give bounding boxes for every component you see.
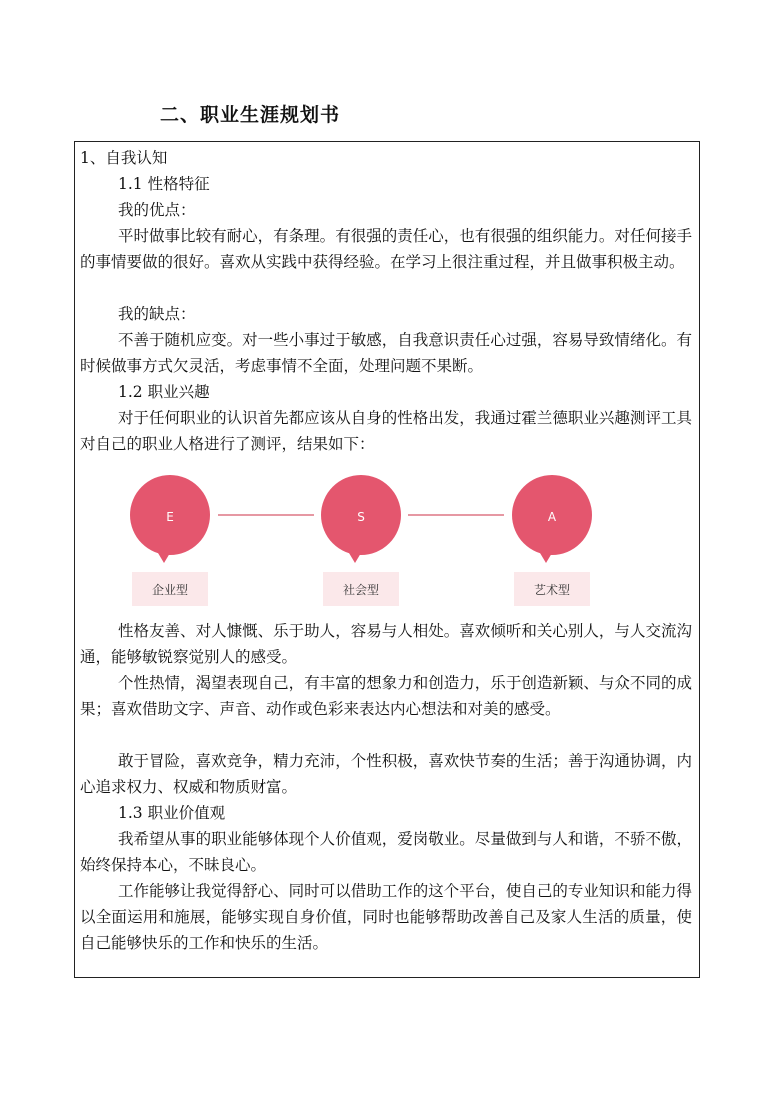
- holland-code-diagram: [118, 470, 638, 610]
- subheading-personality: 1.1 性格特征: [118, 175, 210, 193]
- page-title: 二、职业生涯规划书: [160, 104, 341, 126]
- section-heading-self-awareness: 1、自我认知: [80, 149, 168, 167]
- type-letter: A: [547, 510, 557, 524]
- subheading-values: 1.3 职业价值观: [118, 804, 226, 822]
- type-node-social: [321, 475, 401, 606]
- interest-intro-paragraph: 对于任何职业的认识首先都应该从自身的性格出发，我通过霍兰德职业兴趣测评工具对自己的职业人格进行了测评，结果如下：: [80, 409, 692, 453]
- cons-paragraph: 不善于随机应变。对一些小事过于敏感，自我意识责任心过强，容易导致情绪化。有时候做事方式欠灵活，考虑事情不全面，处理问题不果断。: [80, 331, 692, 375]
- pros-label: 我的优点：: [118, 201, 196, 219]
- values-paragraph-1: 我希望从事的职业能够体现个人价值观，爱岗敬业。尽量做到与人和谐，不骄不傲，始终保持本心，不昧良心。: [80, 830, 692, 874]
- type-label: 社会型: [342, 583, 380, 597]
- interest-paragraph-social: 性格友善、对人慷慨、乐于助人，容易与人相处。喜欢倾听和关心别人，与人交流沟通，能够敏锐察觉别人的感受。: [80, 622, 692, 666]
- type-letter: S: [357, 510, 365, 524]
- type-label: 企业型: [151, 583, 189, 597]
- values-paragraph-2: 工作能够让我觉得舒心、同时可以借助工作的这个平台，使自己的专业知识和能力得以全面运用和施展，能够实现自身价值，同时也能够帮助改善自己及家人生活的质量，使自己能够快乐的工作和快乐的生活。: [80, 882, 692, 952]
- type-label: 艺术型: [533, 583, 571, 597]
- subheading-interest: 1.2 职业兴趣: [118, 383, 210, 401]
- interest-paragraph-artistic: 个性热情，渴望表现自己，有丰富的想象力和创造力，乐于创造新颖、与众不同的成果；喜欢借助文字、声音、动作或色彩来表达内心想法和对美的感受。: [80, 674, 692, 718]
- pros-paragraph: 平时做事比较有耐心，有条理。有很强的责任心，也有很强的组织能力。对任何接手的事情要做的很好。喜欢从实践中获得经验。在学习上很注重过程，并且做事积极主动。: [80, 227, 692, 271]
- type-node-enterprising: [130, 475, 210, 606]
- cons-label: 我的缺点：: [118, 305, 196, 323]
- interest-paragraph-enterprising: 敢于冒险，喜欢竞争，精力充沛，个性积极，喜欢快节奏的生活；善于沟通协调，内心追求权力、权威和物质财富。: [80, 752, 692, 796]
- type-node-artistic: [512, 475, 592, 606]
- type-letter: E: [166, 510, 174, 524]
